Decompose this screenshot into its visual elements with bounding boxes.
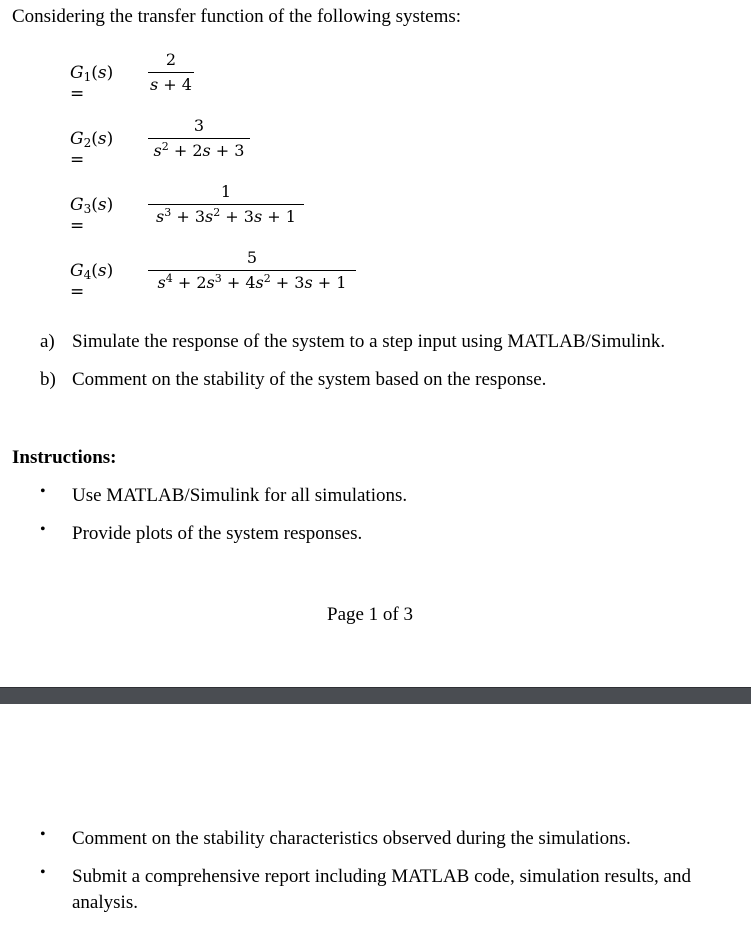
bullet-icon: • [40, 864, 46, 881]
list-item [0, 521, 751, 547]
tf-denominator: $s^4 + 2s^3 + 4s^2 + 3s + 1$ [157, 272, 347, 292]
tf-lhs: $G_3(s)$ = [70, 195, 114, 236]
tf-lhs: $G_2(s)$ = [70, 129, 114, 170]
list-item [0, 826, 751, 852]
tf-denominator: $s^2 + 2s + 3$ [153, 140, 245, 160]
tf-fraction [148, 50, 194, 95]
intro-text: Considering the transfer function of the following systems: [12, 6, 462, 27]
question-text: Comment on the stability of the system based on the response. [72, 369, 547, 390]
list-item-text: Comment on the stability characteristics observed during the simulations. [72, 828, 631, 849]
list-item-text: Submit a comprehensive report including MATLAB code, simulation results, and analysis. [72, 866, 691, 913]
tf-numerator: 3 [193, 116, 205, 135]
list-item [0, 483, 751, 509]
tf-denominator: s + 4 [150, 75, 192, 94]
instructions-heading: Instructions: [12, 447, 117, 468]
list-item-text: Use MATLAB/Simulink for all simulations. [72, 485, 408, 506]
question-label: a) [40, 331, 55, 352]
bullet-icon: • [40, 483, 46, 500]
question-text: Simulate the response of the system to a step input using MATLAB/Simulink. [72, 331, 666, 352]
tf-denominator: $s^3 + 3s^2 + 3s + 1$ [156, 206, 296, 226]
tf-fraction [148, 116, 250, 161]
tf-numerator: 2 [165, 50, 177, 69]
page-break-divider [0, 687, 751, 704]
bullet-icon: • [40, 826, 46, 843]
page-footer: Page 1 of 3 [327, 604, 414, 625]
tf-lhs: $G_4(s)$ = [70, 261, 114, 302]
question-b [0, 369, 751, 395]
question-label: b) [40, 369, 56, 390]
tf-fraction [148, 182, 304, 227]
tf-numerator: 5 [246, 248, 258, 267]
tf-numerator: 1 [220, 182, 232, 201]
tf-fraction [148, 248, 356, 293]
bullet-icon: • [40, 521, 46, 538]
list-item-text: Provide plots of the system responses. [72, 523, 363, 544]
question-a [0, 331, 751, 357]
tf-lhs: $G_1(s)$ = [70, 63, 114, 104]
list-item [0, 864, 751, 920]
